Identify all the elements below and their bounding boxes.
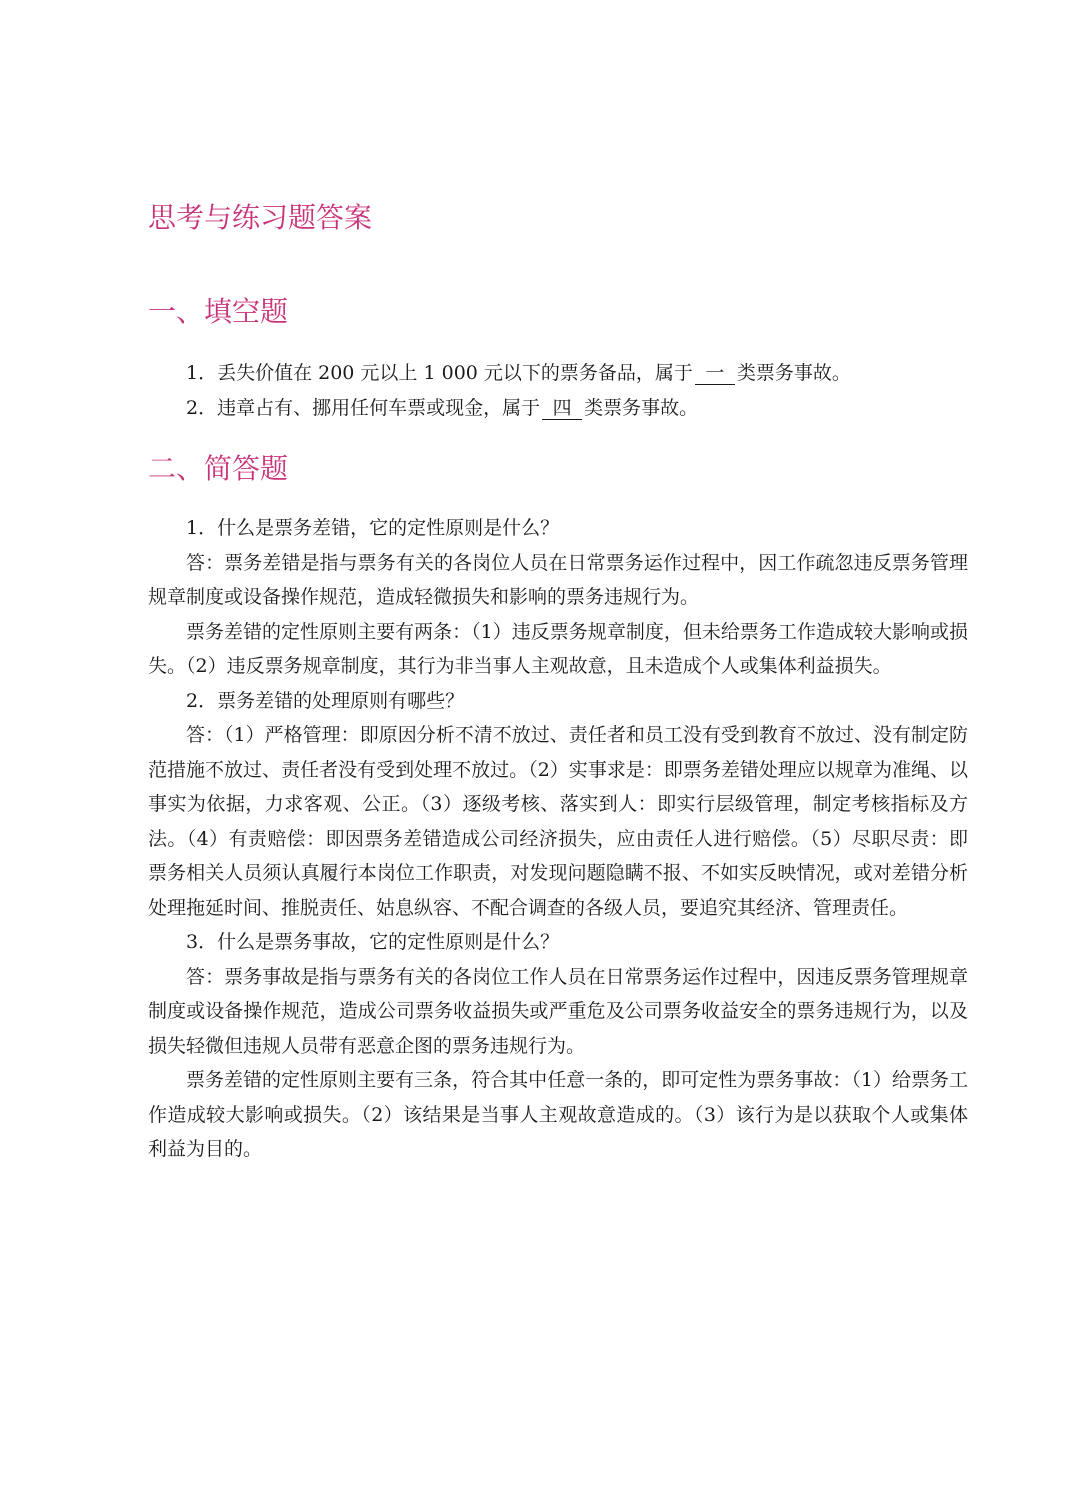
question-3: 3．什么是票务事故，它的定性原则是什么？ xyxy=(186,931,560,953)
fill-in-question-1 xyxy=(148,356,968,391)
answer-3-principles: 票务差错的定性原则主要有三条，符合其中任意一条的，即可定性为票务事故：（1）给票务工作造成较大影响或损失。（2）该结果是当事人主观故意造成的。（3）该行为是以获取个人或集体利益为目的。 xyxy=(148,1069,968,1160)
answer-1: 答：票务差错是指与票务有关的各岗位人员在日常票务运作过程中，因工作疏忽违反票务管理规章制度或设备操作规范，造成轻微损失和影响的票务违规行为。 xyxy=(148,551,968,608)
question-2: 2．票务差错的处理原则有哪些？ xyxy=(186,689,465,712)
answer-blank: 一 xyxy=(695,362,735,385)
answer-2: 答：（1）严格管理：即原因分析不清不放过、责任者和员工没有受到教育不放过、没有制定防范措施不放过、责任者没有受到处理不放过。（2）实事求是：即票务差错处理应以规章为准绳、以事实为依据，力求客观、公正。（3）逐级考核、落实到人：即实行层级管理，制定考核指标及方法。（4）有责赔偿：即因票务差错造成公司经济损失，应由责任人进行赔偿。（5）尽职尽责：即票务相关人员须认真履行本岗位工作职责，对发现问题隐瞒不报、不如实反映情况，或对差错分析处理拖延时间、推脱责任、姑息纵容、不配合调查的各级人员，要追究其经济、管理责任。 xyxy=(148,724,968,919)
fill-in-question-2 xyxy=(148,391,968,426)
question-text-after: 类票务事故。 xyxy=(736,362,851,384)
page-title: 思考与练习题答案 xyxy=(148,201,373,234)
section-heading-short-answer: 二、简答题 xyxy=(148,452,289,485)
answer-blank: 四 xyxy=(542,397,582,420)
short-answer-questions xyxy=(148,511,968,1167)
section-heading-fill-in: 一、填空题 xyxy=(148,295,289,328)
answer-1-principles: 票务差错的定性原则主要有两条：（1）违反票务规章制度，但未给票务工作造成较大影响或损失。（2）违反票务规章制度，其行为非当事人主观故意，且未造成个人或集体利益损失。 xyxy=(148,620,968,677)
document-page xyxy=(148,190,968,1167)
question-1: 1．什么是票务差错，它的定性原则是什么？ xyxy=(186,517,560,539)
question-text-before: 2．违章占有、挪用任何车票或现金，属于 xyxy=(186,396,541,419)
question-text-before: 1．丢失价值在 200 元以上 1 000 元以下的票务备品，属于 xyxy=(186,362,693,384)
fill-in-questions xyxy=(148,356,968,425)
answer-3: 答：票务事故是指与票务有关的各岗位工作人员在日常票务运作过程中，因违反票务管理规章制度或设备操作规范，造成公司票务收益损失或严重危及公司票务收益安全的票务违规行为，以及损失轻微但违规人员带有恶意企图的票务违规行为。 xyxy=(148,965,968,1057)
question-text-after: 类票务事故。 xyxy=(584,396,699,419)
